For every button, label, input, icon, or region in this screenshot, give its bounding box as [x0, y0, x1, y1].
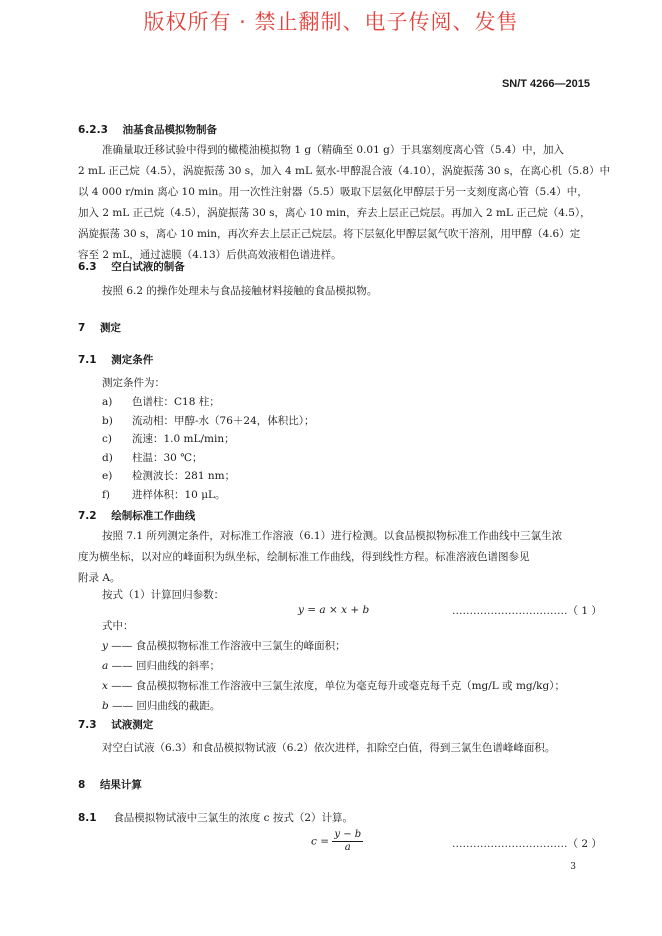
where-label: 式中：	[102, 620, 134, 632]
section-number: 8	[78, 779, 86, 791]
page-number: 3	[570, 862, 576, 872]
paragraph-line: 涡旋振荡 30 s，离心 10 min，再次弃去上层正己烷层。将下层氨化甲醇层氮气吹干溶剂，用甲醇（4.6）定	[78, 228, 581, 240]
section-8-heading	[78, 777, 142, 792]
list-label: e)	[102, 470, 113, 482]
variable-text: —— 回归曲线的斜率；	[108, 660, 220, 672]
formula-2	[311, 829, 363, 854]
list-item	[102, 467, 315, 486]
list-label: b)	[102, 414, 113, 427]
section-7-heading	[78, 320, 121, 335]
paragraph-line: 准确量取迁移试验中得到的橄榄油模拟物 1 g（精确至 0.01 g）于具塞刻度离心管（5.4）中，加入	[102, 144, 565, 156]
list-item	[102, 412, 315, 431]
variable-definition	[102, 656, 565, 676]
variable-symbol: b	[102, 700, 109, 712]
copyright-banner: 版权所有 · 禁止翻制、电子传阅、发售	[143, 10, 519, 34]
section-7-3-body: 对空白试液（6.3）和食品模拟物试液（6.2）依次进样，扣除空白值，得到三氯生色谱峰峰面积。	[102, 742, 556, 754]
section-8-1-text: 食品模拟物试液中三氯生的浓度 c 按式（2）计算。	[113, 812, 354, 824]
section-6-3-heading	[78, 259, 185, 274]
list-text: 检测波长：281 nm；	[132, 470, 236, 482]
list-text: 流动相：甲醇-水（76＋24，体积比）；	[132, 414, 315, 427]
section-7-1-heading	[78, 352, 153, 367]
fraction-numerator: y − b	[334, 829, 362, 840]
section-number: 7.2	[78, 510, 97, 522]
section-number: 7.3	[78, 719, 97, 731]
section-title: 油基食品模拟物制备	[122, 124, 218, 136]
variable-symbol: x	[102, 680, 108, 692]
paragraph-line: 附录 A。	[78, 572, 121, 584]
list-label: f)	[102, 488, 110, 501]
standard-number: SN/T 4266—2015	[501, 78, 590, 90]
section-title: 绘制标准工作曲线	[111, 510, 196, 522]
variable-definition	[102, 636, 565, 656]
section-7-2-body	[78, 526, 562, 589]
variable-definition	[102, 676, 565, 696]
list-text: 柱温：30 ℃；	[132, 451, 203, 464]
paragraph-line: 加入 2 mL 正己烷（4.5），涡旋振荡 30 s，离心 10 min，弃去上层正己烷层。再加入 2 mL 正己烷（4.5），	[78, 207, 591, 219]
paragraph-line: 容至 2 mL，通过滤膜（4.13）后供高效液相色谱进样。	[78, 249, 342, 261]
list-item	[102, 486, 315, 505]
conditions-list	[102, 393, 315, 504]
section-title: 空白试液的制备	[111, 261, 185, 273]
list-item	[102, 393, 315, 412]
section-title: 试液测定	[111, 719, 154, 731]
list-item	[102, 449, 315, 468]
list-label: a)	[102, 396, 113, 408]
fraction-denominator: a	[344, 842, 351, 853]
conditions-intro: 测定条件为：	[102, 377, 165, 389]
list-text: 进样体积：10 μL。	[132, 488, 226, 501]
section-6-3-body: 按照 6.2 的操作处理未与食品接触材料接触的食品模拟物。	[102, 285, 378, 297]
formula-1-number: ……………………………（ 1 ）	[452, 605, 602, 617]
paragraph-line: 以 4 000 r/min 离心 10 min。用一次性注射器（5.5）吸取下层氨化甲醇层于另一支刻度离心管（5.4）中，	[78, 186, 588, 198]
section-7-2-heading	[78, 508, 195, 523]
section-number: 7	[78, 322, 86, 334]
paragraph-line: 2 mL 正己烷（4.5），涡旋振荡 30 s，加入 4 mL 氨水-甲醇混合液（4.10），涡旋振荡 30 s，在离心机（5.8）中	[78, 165, 611, 177]
section-title: 测定条件	[111, 354, 154, 366]
section-title: 测定	[99, 322, 121, 334]
section-6-2-3-body	[78, 140, 610, 266]
section-title: 结果计算	[99, 779, 142, 791]
section-6-2-3-heading	[78, 122, 217, 137]
list-text: 色谱柱：C18 柱；	[132, 396, 220, 408]
list-label: c)	[102, 433, 112, 445]
section-number: 6.2.3	[78, 124, 108, 136]
section-8-1	[78, 808, 353, 829]
variable-text: —— 回归曲线的截距。	[108, 700, 221, 712]
variable-symbol: a	[102, 660, 109, 672]
section-7-3-heading	[78, 717, 153, 732]
paragraph-line: 按照 7.1 所列测定条件，对标准工作溶液（6.1）进行检测。以食品模拟物标准工作曲线中三氯生浓	[102, 530, 563, 542]
variable-text: —— 食品模拟物标准工作溶液中三氯生浓度，单位为毫克每升或毫克每千克（mg/L 或 mg/kg）；	[107, 680, 566, 692]
variable-text: —— 食品模拟物标准工作溶液中三氯生的峰面积；	[107, 640, 346, 652]
variable-symbol: y	[102, 640, 108, 652]
variable-definition	[102, 696, 565, 716]
variable-list	[102, 636, 565, 716]
formula-2-number: ……………………………（ 2 ）	[452, 838, 602, 850]
section-number: 8.1	[78, 812, 97, 824]
section-number: 7.1	[78, 354, 97, 366]
list-label: d)	[102, 451, 113, 464]
formula-1-intro: 按式（1）计算回归参数：	[102, 589, 225, 601]
formula-lhs: c =	[311, 835, 330, 848]
section-number: 6.3	[78, 261, 97, 273]
list-text: 流速：1.0 mL/min；	[132, 433, 235, 445]
formula-1: y = a × x + b	[298, 604, 370, 616]
list-item	[102, 430, 315, 449]
paragraph-line: 度为横坐标，以对应的峰面积为纵坐标，绘制标准工作曲线，得到线性方程。标准溶液色谱图参见	[78, 551, 530, 563]
formula-fraction	[332, 829, 363, 854]
